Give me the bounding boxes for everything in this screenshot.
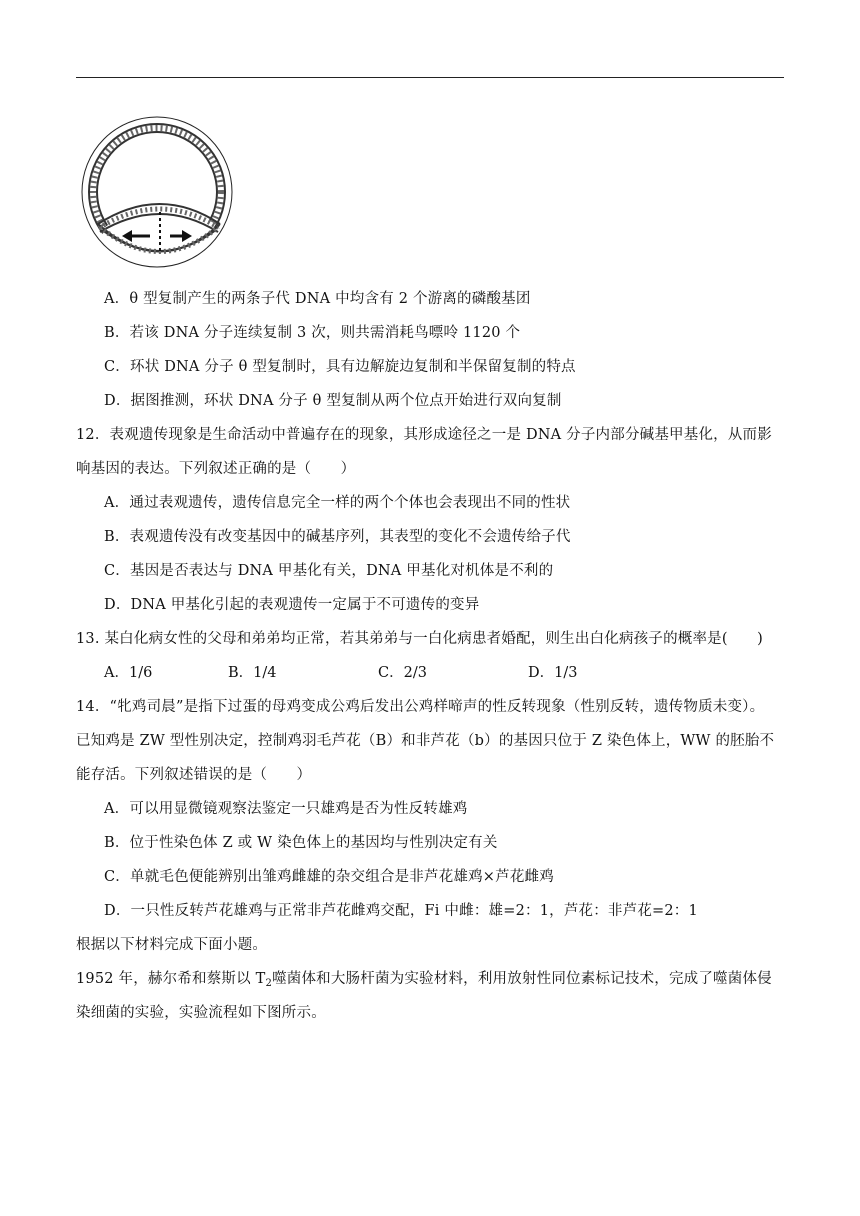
q14-option-b: B．位于性染色体 Z 或 W 染色体上的基因均与性别决定有关 bbox=[104, 835, 498, 851]
q14-stem-line2: 已知鸡是 ZW 型性别决定，控制鸡羽毛芦花（B）和非芦花（b）的基因只位于 Z 染色体上，WW 的胚胎不 bbox=[76, 733, 775, 749]
q13-option-d: D．1/3 bbox=[528, 665, 578, 681]
q14-stem-line1: 14．“牝鸡司晨”是指下过蛋的母鸡变成公鸡后发出公鸡样啼声的性反转现象（性别反转，遗传物质未变）。 bbox=[76, 699, 765, 715]
q13-option-a: A．1/6 bbox=[104, 665, 153, 681]
q13-stem: 13. 某白化病女性的父母和弟弟均正常，若其弟弟与一白化病患者婚配，则生出白化病孩子的概率是( ) bbox=[76, 631, 763, 647]
q12-option-d: D．DNA 甲基化引起的表观遗传一定属于不可遗传的变异 bbox=[104, 597, 480, 613]
q13-option-c: C．2/3 bbox=[378, 665, 427, 681]
q12-option-a: A．通过表观遗传，遗传信息完全一样的两个个体也会表现出不同的性状 bbox=[104, 495, 571, 511]
q11-option-d: D．据图推测，环状 DNA 分子 θ 型复制从两个位点开始进行双向复制 bbox=[104, 393, 562, 409]
q11-option-a: A．θ 型复制产生的两条子代 DNA 中均含有 2 个游离的磷酸基团 bbox=[104, 291, 531, 307]
q14-option-d: D．一只性反转芦花雄鸡与正常非芦花雌鸡交配，Fi 中雌：雄=2：1，芦花：非芦花=2：1 bbox=[104, 903, 698, 919]
q12-stem-line1: 12．表观遗传现象是生命活动中普遍存在的现象，其形成途径之一是 DNA 分子内部分碱基甲基化，从而影 bbox=[76, 427, 772, 443]
material-para-post: 噬菌体和大肠杆菌为实验材料，利用放射性同位素标记技术，完成了噬菌体侵 bbox=[272, 971, 772, 987]
dna-replication-figure bbox=[80, 114, 234, 278]
q13-option-b: B．1/4 bbox=[228, 665, 277, 681]
q11-option-c: C．环状 DNA 分子 θ 型复制时，具有边解旋边复制和半保留复制的特点 bbox=[104, 359, 576, 375]
material-para-pre: 1952 年，赫尔希和蔡斯以 T bbox=[76, 971, 266, 987]
material-para-subscript: 2 bbox=[265, 978, 273, 989]
q12-option-b: B．表观遗传没有改变基因中的碱基序列，其表型的变化不会遗传给子代 bbox=[104, 529, 571, 545]
material-paragraph-line2: 染细菌的实验，实验流程如下图所示。 bbox=[76, 1005, 326, 1021]
q12-stem-line2: 响基因的表达。下列叙述正确的是（ ） bbox=[76, 461, 356, 477]
material-paragraph-line1 bbox=[76, 969, 772, 994]
header-rule bbox=[76, 77, 784, 78]
material-intro: 根据以下材料完成下面小题。 bbox=[76, 937, 268, 953]
q12-option-c: C．基因是否表达与 DNA 甲基化有关，DNA 甲基化对机体是不利的 bbox=[104, 563, 554, 579]
q14-stem-line3: 能存活。下列叙述错误的是（ ） bbox=[76, 767, 312, 783]
q14-option-c: C．单就毛色便能辨别出雏鸡雌雄的杂交组合是非芦花雄鸡×芦花雌鸡 bbox=[104, 869, 554, 885]
q11-option-b: B．若该 DNA 分子连续复制 3 次，则共需消耗鸟嘌呤 1120 个 bbox=[104, 325, 521, 341]
q14-option-a: A．可以用显微镜观察法鉴定一只雄鸡是否为性反转雄鸡 bbox=[104, 801, 468, 817]
